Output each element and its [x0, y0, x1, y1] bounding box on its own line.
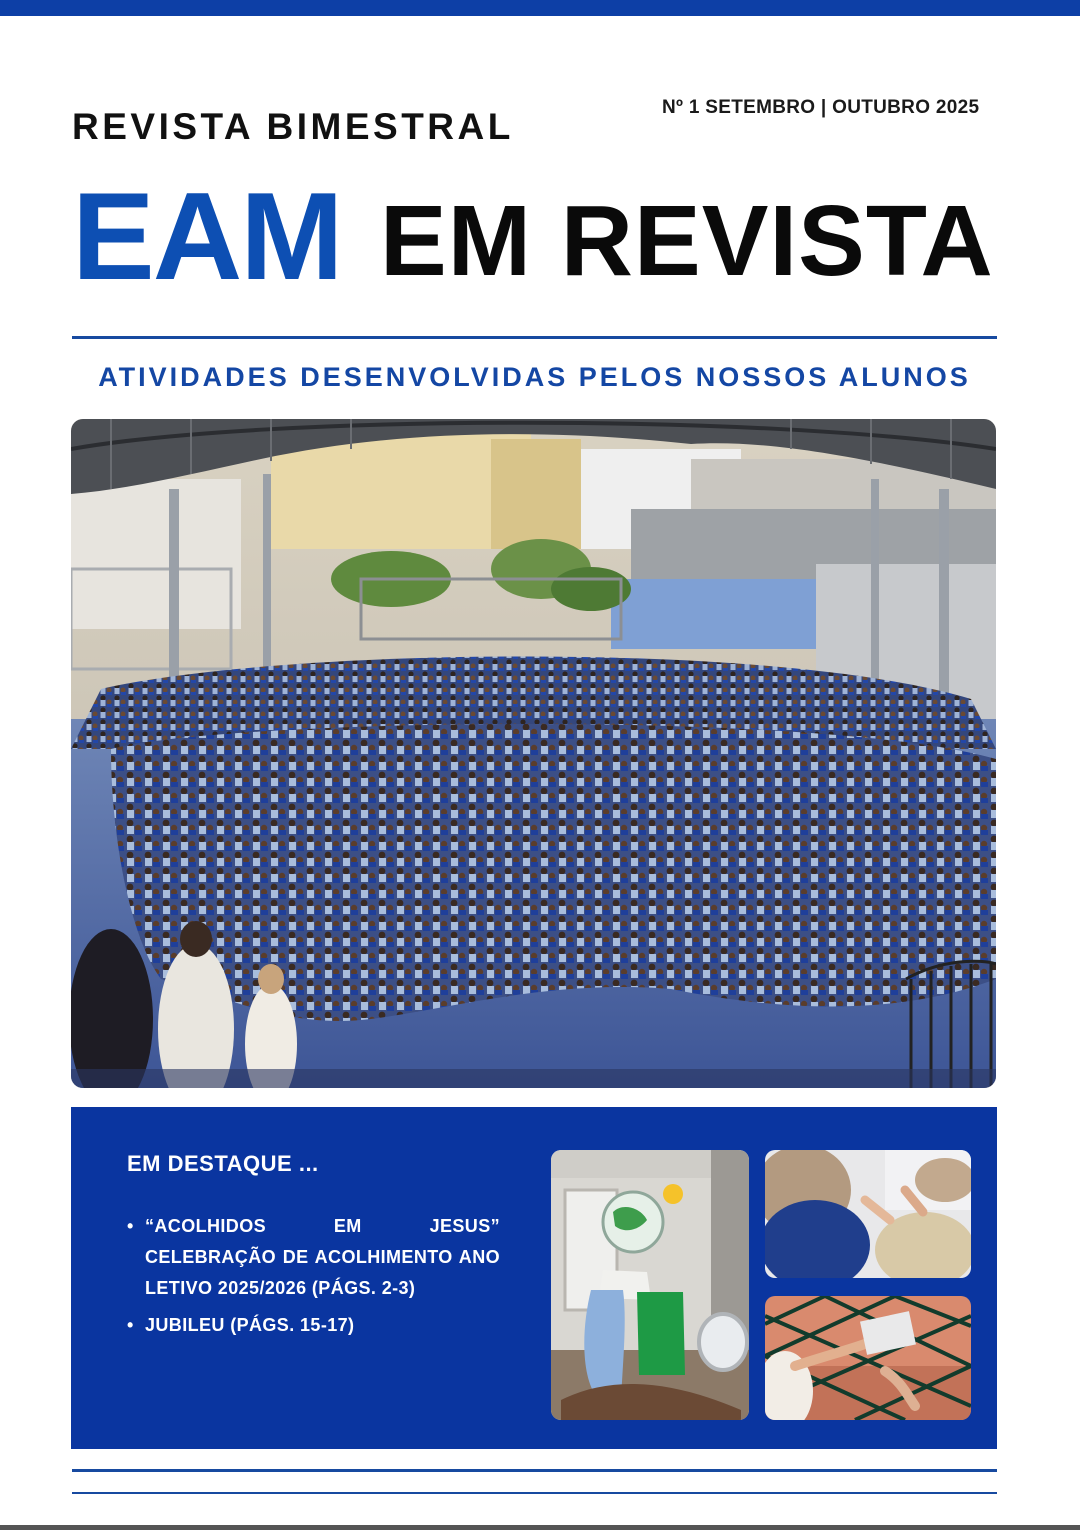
featured-item-text: JUBILEU (PÁGS. 15-17): [145, 1315, 355, 1335]
cover-photo: [71, 419, 996, 1088]
bullet-icon: •: [127, 1216, 134, 1236]
featured-photo-writing: [765, 1150, 971, 1278]
featured-photo-altar: [551, 1150, 749, 1420]
featured-heading: EM DESTAQUE ...: [127, 1151, 319, 1176]
featured-list: [127, 1211, 500, 1347]
footer-rule-2: [72, 1492, 997, 1494]
masthead-accent: EAM: [72, 168, 342, 306]
issue-info: Nº 1 SETEMBRO | OUTUBRO 2025: [662, 97, 980, 118]
featured-panel: [71, 1107, 997, 1449]
divider: [72, 336, 997, 339]
featured-item[interactable]: [127, 1211, 500, 1304]
featured-item[interactable]: [127, 1310, 500, 1341]
masthead-title: EM REVISTA: [380, 185, 994, 297]
featured-item-text: “ACOLHIDOS EM JESUS” CELEBRAÇÃO DE ACOLHIMENTO ANO LETIVO 2025/2026 (PÁGS. 2-3): [145, 1216, 500, 1298]
top-accent-bar: [0, 0, 1080, 16]
footer-rule-1: [72, 1469, 997, 1472]
featured-photo-fence: [765, 1296, 971, 1420]
cover-subtitle: ATIVIDADES DESENVOLVIDAS PELOS NOSSOS ALUNOS: [98, 362, 971, 392]
bullet-icon: •: [127, 1315, 134, 1335]
page-edge: [0, 1525, 1080, 1530]
magazine-kicker: REVISTA BIMESTRAL: [72, 106, 514, 147]
